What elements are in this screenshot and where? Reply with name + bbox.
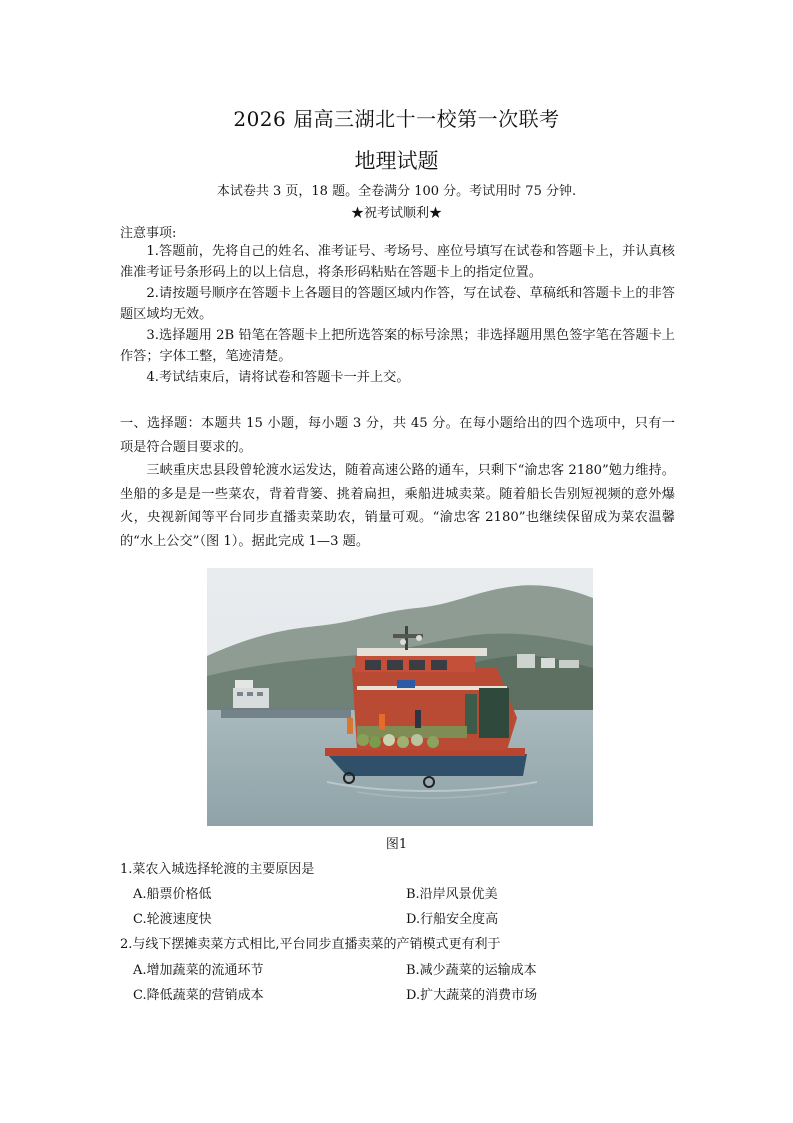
note-item: 2.请按题号顺序在答题卡上各题目的答题区域内作答，写在试卷、草稿纸和答题卡上的非答题区域均无效。 bbox=[120, 286, 675, 322]
ferry-photo bbox=[207, 568, 593, 826]
question-stem: 1.菜农入城选择轮渡的主要原因是 bbox=[120, 862, 315, 877]
option-d: D.扩大蔬菜的消费市场 bbox=[406, 988, 538, 1003]
option-a: A.船票价格低 bbox=[133, 887, 212, 902]
note-item: 4.考试结束后，请将试卷和答题卡一并上交。 bbox=[146, 370, 410, 385]
option-a: A.增加蔬菜的流通环节 bbox=[133, 963, 264, 978]
section-one bbox=[120, 412, 675, 553]
option-c: C.轮渡速度快 bbox=[133, 912, 212, 927]
notes-list bbox=[120, 241, 675, 388]
question-stem: 2.与线下摆摊卖菜方式相比,平台同步直播卖菜的产销模式更有利于 bbox=[120, 937, 501, 952]
exam-info: 本试卷共 3 页，18 题。全卷满分 100 分。考试用时 75 分钟. bbox=[216, 184, 577, 199]
option-d: D.行船安全度高 bbox=[406, 912, 499, 927]
exam-title: 2026 届高三湖北十一校第一次联考 bbox=[233, 107, 560, 131]
option-c: C.降低蔬菜的营销成本 bbox=[133, 988, 264, 1003]
section-intro: 一、选择题：本题共 15 小题，每小题 3 分，共 45 分。在每小题给出的四个选项中，只有一项是符合题目要求的。 bbox=[120, 416, 675, 455]
option-b: B.沿岸风景优美 bbox=[406, 887, 498, 902]
figure-caption: 图1 bbox=[385, 837, 408, 852]
option-b: B.减少蔬菜的运输成本 bbox=[406, 963, 537, 978]
note-item: 1.答题前，先将自己的姓名、准考证号、考场号、座位号填写在试卷和答题卡上，并认真核准准考证号条形码上的以上信息，将条形码粘贴在答题卡上的指定位置。 bbox=[120, 244, 675, 280]
exam-subject: 地理试题 bbox=[354, 149, 439, 173]
notes-heading: 注意事项: bbox=[120, 226, 177, 241]
note-item: 3.选择题用 2B 铅笔在答题卡上把所选答案的标号涂黑；非选择题用黑色签字笔在答题卡上作答；字体工整，笔迹清楚。 bbox=[120, 328, 675, 364]
reading-passage: 三峡重庆忠县段曾轮渡水运发达，随着高速公路的通车，只剩下“渝忠客 2180”勉力维持。坐船的多是是一些菜农，背着背篓、挑着扁担，乘船进城卖菜。随着船长告别短视频的意外爆火，央视新闻等平台同步直播卖菜助农，销量可观。“渝忠客 2180”也继续保留成为菜农温馨的“水上公交”（图 1）。据此完成 1—3 题。 bbox=[120, 463, 675, 549]
exam-wish: ★祝考试顺利★ bbox=[350, 206, 442, 221]
